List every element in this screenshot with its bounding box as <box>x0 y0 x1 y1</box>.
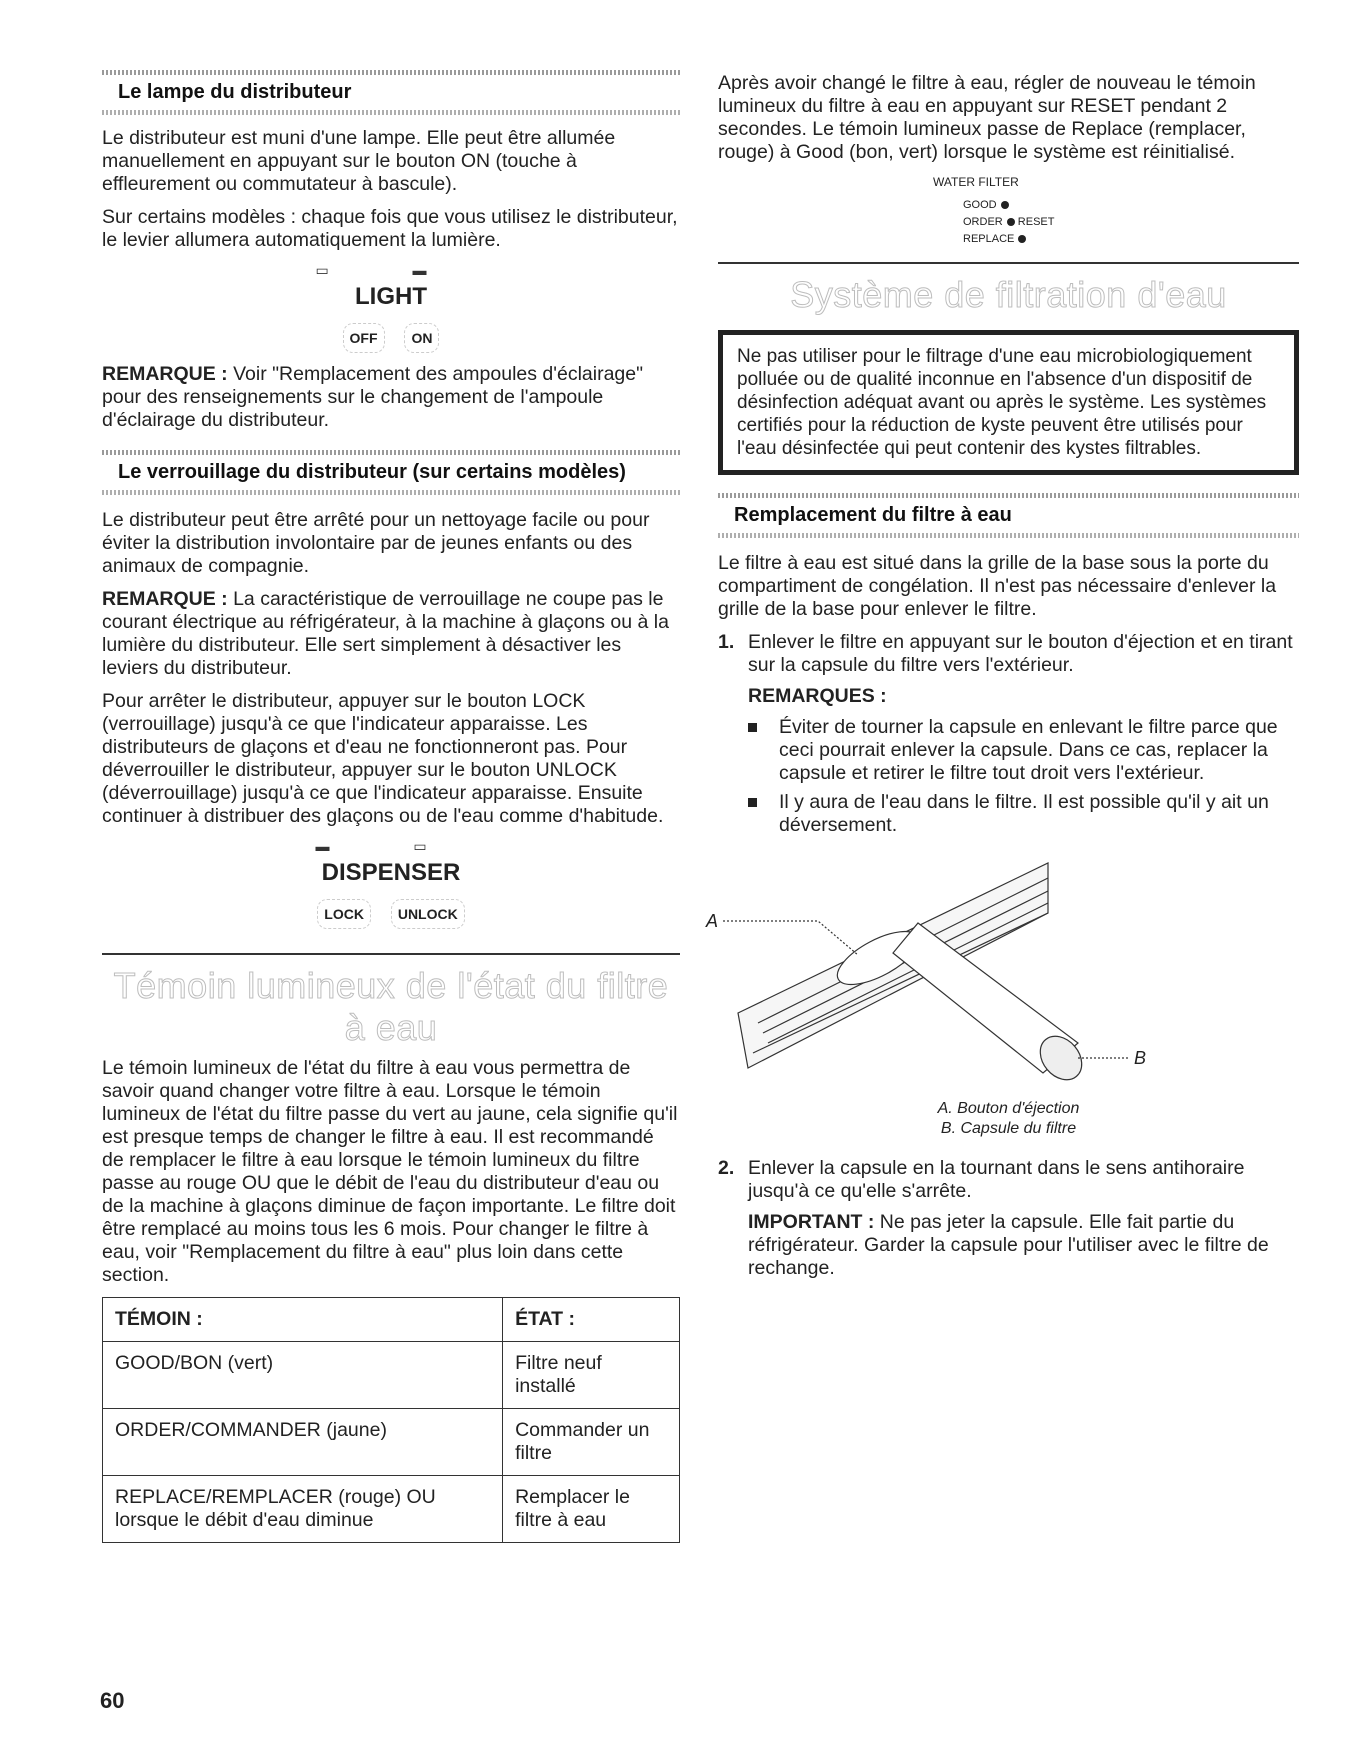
indicator-marks: ▬ ▭ <box>315 838 467 854</box>
note-text: Voir "Remplacement des ampoules d'éclairage" pour des renseignements sur le changement de l'ampoule d'éclairage du distributeur. <box>102 363 644 431</box>
step-number: 2. <box>718 1157 735 1179</box>
order-label: ORDER <box>963 216 1003 228</box>
caption-a: A. Bouton d'éjection <box>937 1100 1080 1117</box>
filter-removal-illustration <box>706 843 1299 1093</box>
step-2 <box>718 1157 1299 1280</box>
water-filter-title: WATER FILTER <box>933 175 1019 189</box>
note-text: La caractéristique de verrouillage ne coupe pas le courant électrique au réfrigérateur, à la machine à glaçons ou à la lumière du distributeur. Elle sert simplement à désactiver les leviers du distributeur. <box>102 588 669 679</box>
table-cell: Commander un filtre <box>503 1409 680 1476</box>
dispenser-panel-title: DISPENSER <box>321 859 461 886</box>
bullet-item <box>748 791 1299 837</box>
caption-b: B. Capsule du filtre <box>940 1120 1077 1137</box>
lamp-note <box>102 363 680 432</box>
light-control-panel <box>102 262 680 353</box>
step-text: Enlever le filtre en appuyant sur le bouton d'éjection et en tirant sur la capsule du filtre vers l'extérieur. <box>748 631 1293 676</box>
divider <box>718 533 1299 538</box>
label-a: A <box>706 911 719 931</box>
table-header-row <box>103 1298 680 1342</box>
filter-status-title: Témoin lumineux de l'état du filtre à eau <box>113 965 669 1048</box>
replace-paragraph: Le filtre à eau est situé dans la grille de la base sous la porte du compartiment de congélation. Il n'est pas nécessaire d'enlever la grille de la base pour enlever le filtre. <box>718 552 1277 620</box>
lock-note <box>102 588 680 680</box>
good-label: GOOD <box>963 199 997 211</box>
table-cell: GOOD/BON (vert) <box>103 1342 503 1409</box>
bullet-text: Éviter de tourner la capsule en enlevant le filtre parce que ceci pourrait enlever la capsule. Dans ce cas, replacer la capsule et retirer le filtre tout droit vers l'extérieur. <box>779 716 1278 784</box>
bullet-icon <box>748 723 757 732</box>
light-panel-title: LIGHT <box>355 283 427 310</box>
bullet-text: Il y aura de l'eau dans le filtre. Il est possible qu'il y ait un déversement. <box>779 791 1269 836</box>
table-cell: Filtre neuf installé <box>503 1342 680 1409</box>
lock-paragraph-2: Pour arrêter le distributeur, appuyer sur le bouton LOCK (verrouillage) jusqu'à ce que l'indicateur apparaisse. Les distributeurs de glaçons et d'eau ne fonctionneront pas. Pour déverrouiller le distributeur, appuyer sur le bouton UNLOCK (déverrouillage) jusqu'à ce que l'indicateur apparaisse. Ensuite continuer à distribuer des glaçons ou de l'eau comme d'habitude. <box>102 690 664 827</box>
filter-status-table <box>102 1297 680 1543</box>
filter-status-paragraph: Le témoin lumineux de l'état du filtre à eau vous permettra de savoir quand changer votre filtre à eau. Lorsque le témoin lumineux de l'état du filtre passe du vert au jaune, cela signifie qu'il est presque temps de changer le filtre à eau. Il est recommandé de remplacer le filtre à eau lorsque le témoin lumineux du filtre passe au rouge OU que le débit de l'eau du distributeur d'eau ou de la machine à glaçons diminue de façon importante. Le filtre doit être remplacé au moins tous les 6 mois. Pour changer le filtre à eau, voir "Remplacement du filtre à eau" plus loin dans cette section. <box>102 1057 678 1286</box>
reset-button[interactable]: RESET <box>1017 216 1055 228</box>
note-label: REMARQUE : <box>102 588 228 610</box>
bullet-item <box>748 716 1299 785</box>
order-light-icon <box>1007 218 1015 226</box>
table-header-cell: ÉTAT : <box>503 1298 680 1342</box>
warning-box <box>718 330 1299 475</box>
section-rule <box>718 262 1299 264</box>
replace-label: REPLACE <box>963 233 1015 245</box>
left-column <box>102 70 680 1543</box>
table-row <box>103 1409 680 1476</box>
table-row <box>103 1342 680 1409</box>
replace-heading: Remplacement du filtre à eau <box>734 504 1012 526</box>
table-header-cell: TÉMOIN : <box>103 1298 503 1342</box>
note-label: REMARQUE : <box>102 363 228 385</box>
lock-heading: Le verrouillage du distributeur (sur certains modèles) <box>118 461 626 483</box>
divider <box>102 490 680 495</box>
important-label: IMPORTANT : <box>748 1211 875 1233</box>
bullet-icon <box>748 798 757 807</box>
step-1 <box>718 631 1299 708</box>
important-note <box>748 1211 1299 1280</box>
label-b: B <box>1134 1048 1147 1068</box>
notes-label: REMARQUES : <box>748 685 887 707</box>
water-filter-indicator <box>933 174 1299 248</box>
good-light-icon <box>1001 201 1009 209</box>
page-number: 60 <box>100 1688 125 1713</box>
important-text: Ne pas jeter la capsule. Elle fait partie du réfrigérateur. Garder la capsule pour l'utiliser avec le filtre de rechange. <box>748 1211 1269 1279</box>
right-column <box>706 72 1299 1288</box>
table-row <box>103 1476 680 1543</box>
dispenser-control-panel <box>102 838 680 929</box>
lock-paragraph-1: Le distributeur peut être arrêté pour un nettoyage facile ou pour éviter la distribution involontaire par de jeunes enfants ou des animaux de compagnie. <box>102 509 650 577</box>
table-cell: ORDER/COMMANDER (jaune) <box>103 1409 503 1476</box>
filtration-system-title: Système de filtration d'eau <box>790 274 1227 315</box>
lock-button[interactable]: LOCK <box>317 899 371 929</box>
divider <box>102 110 680 115</box>
table-cell: REPLACE/REMPLACER (rouge) OU lorsque le débit d'eau diminue <box>103 1476 503 1543</box>
step-number: 1. <box>718 631 735 653</box>
lamp-paragraph-2: Sur certains modèles : chaque fois que vous utilisez le distributeur, le levier allumera automatiquement la lumière. <box>102 206 678 251</box>
section-rule <box>102 953 680 955</box>
lamp-paragraph-1: Le distributeur est muni d'une lampe. Elle peut être allumée manuellement en appuyant sur le bouton ON (touche à effleurement ou commutateur à bascule). <box>102 127 616 195</box>
lamp-heading: Le lampe du distributeur <box>118 81 352 103</box>
light-off-button[interactable]: OFF <box>343 323 385 353</box>
unlock-button[interactable]: UNLOCK <box>391 899 465 929</box>
light-on-button[interactable]: ON <box>404 323 439 353</box>
warning-text: Ne pas utiliser pour le filtrage d'une eau microbiologiquement polluée ou de qualité inconnue en l'absence d'un dispositif de désinfection adéquat avant ou après le système. Les systèmes certifiés pour la réduction de kyste peuvent être utilisés pour l'eau désinfectée qui peut contenir des kystes filtrables. <box>737 346 1267 459</box>
reset-paragraph: Après avoir changé le filtre à eau, régler de nouveau le témoin lumineux du filtre à eau en appuyant sur RESET pendant 2 secondes. Le témoin lumineux passe de Replace (remplacer, rouge) à Good (bon, vert) lorsque le système est réinitialisé. <box>718 72 1256 163</box>
figure-caption <box>718 1099 1299 1139</box>
replace-light-icon <box>1018 235 1026 243</box>
table-cell: Remplacer le filtre à eau <box>503 1476 680 1543</box>
step-text: Enlever la capsule en la tournant dans le sens antihoraire jusqu'à ce qu'elle s'arrête. <box>748 1157 1245 1202</box>
indicator-marks: ▭ ▬ <box>315 262 467 278</box>
